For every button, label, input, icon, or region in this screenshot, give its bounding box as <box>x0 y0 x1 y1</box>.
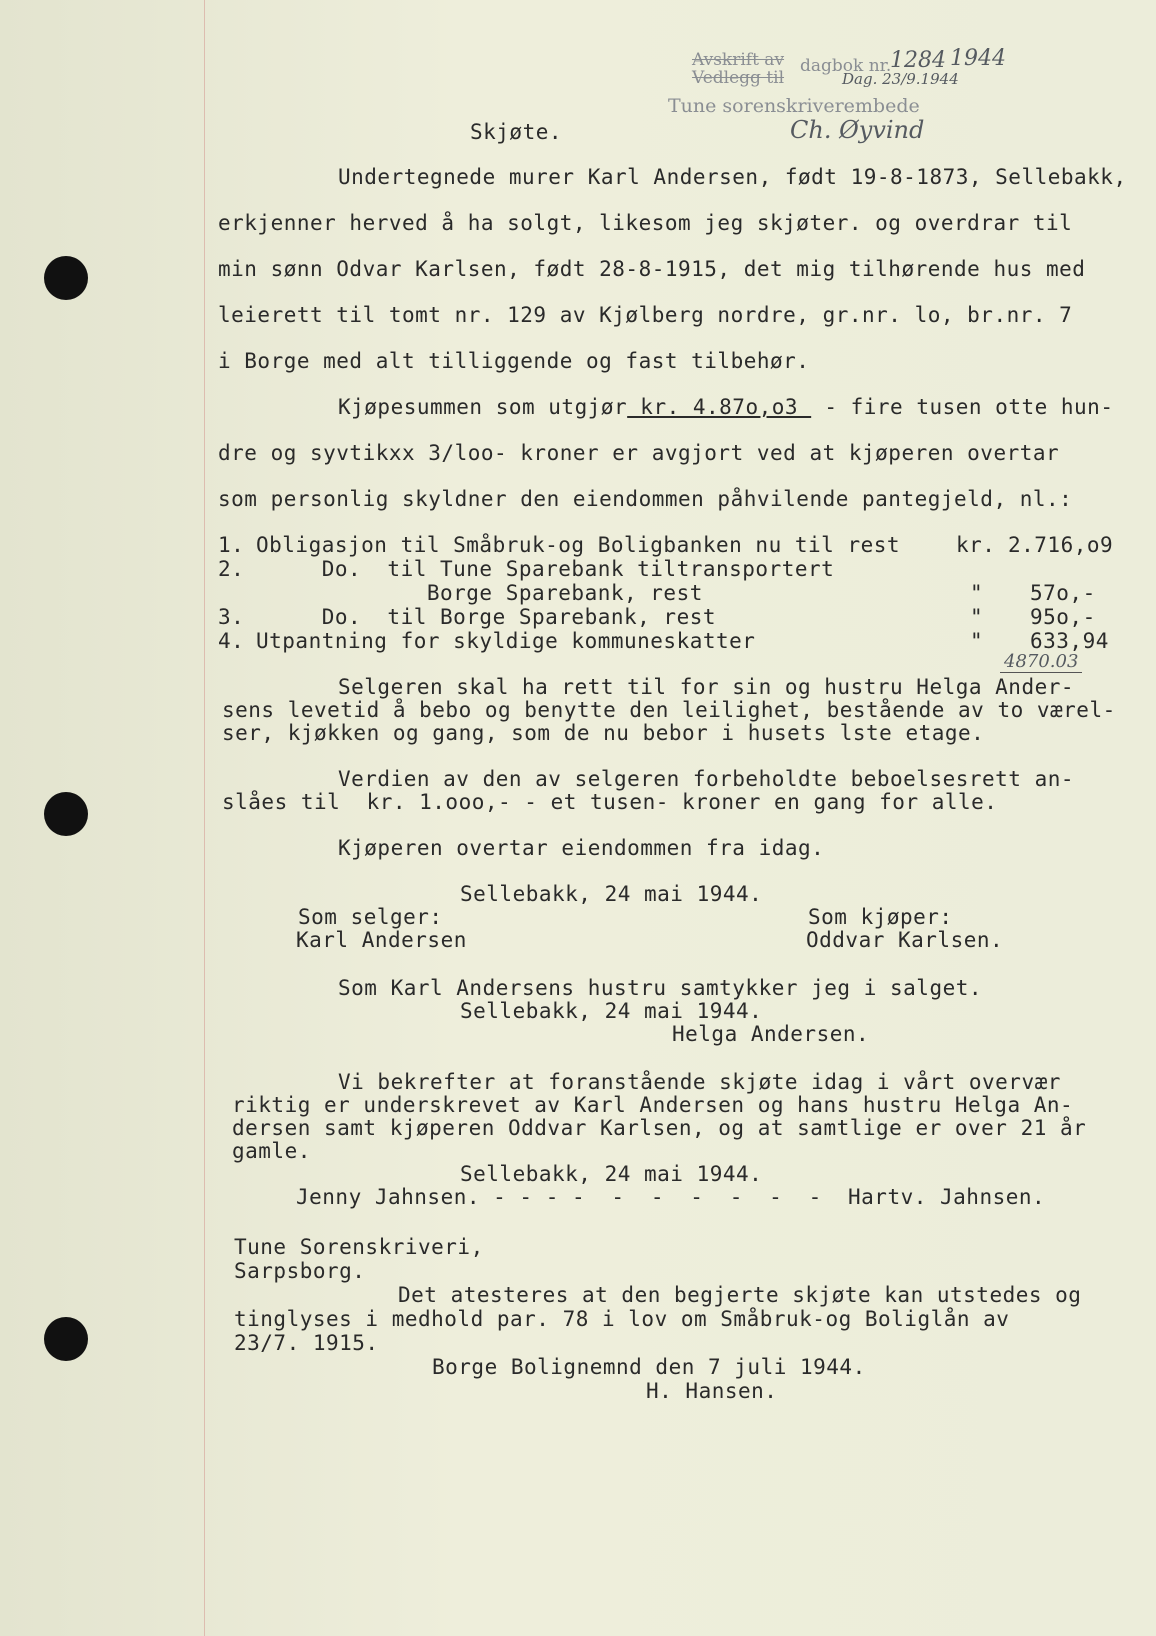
debt-row-amount: 95o,- <box>1030 605 1096 629</box>
margin-line <box>204 0 205 1636</box>
debt-row-number: 2. <box>218 557 245 581</box>
attest-line3: 23/7. 1915. <box>234 1331 379 1355</box>
witness-line4: gamle. <box>232 1139 311 1163</box>
binder-hole-middle <box>44 792 88 836</box>
para2-line2: dre og syvtikxx 3/loo- kroner er avgjort ved at kjøperen overtar <box>218 441 1060 465</box>
buyer-label: Som kjøper: <box>808 905 953 929</box>
consent-name: Helga Andersen. <box>672 1022 870 1046</box>
stamp-dagbok-label: dagbok nr. <box>800 56 892 76</box>
seller-label: Som selger: <box>298 905 443 929</box>
consent-date-place: Sellebakk, 24 mai 1944. <box>460 999 763 1023</box>
stamp-vedlegg: Vedlegg til <box>692 68 785 88</box>
para3-line1: Selgeren skal ha rett til for sin og hustru Helga Ander- <box>338 675 1075 699</box>
debt-row-number: 3. <box>218 605 245 629</box>
debt-row-amount: 2.716,o9 <box>1008 533 1114 557</box>
debt-row-text: Utpantning for skyldige kommuneskatter <box>256 629 756 653</box>
attest-line2: tinglyses i medhold par. 78 i lov om Småbruk-og Boliglån av <box>234 1307 1010 1331</box>
para1-line1: Undertegnede murer Karl Andersen, født 19-8-1873, Sellebakk, <box>338 165 1127 189</box>
binder-hole-bottom <box>44 1317 88 1361</box>
attest-sign-line: Borge Bolignemnd den 7 juli 1944. <box>432 1355 866 1379</box>
document-title: Skjøte. <box>470 120 563 144</box>
stamp-avskrift: Avskrift av <box>692 50 785 70</box>
debt-row-prefix: " <box>970 629 984 653</box>
attest-address-line2: Sarpsborg. <box>234 1259 366 1283</box>
seller-name: Karl Andersen <box>296 928 467 952</box>
debt-row-text: Do. til Tune Sparebank tiltransportert <box>256 557 835 581</box>
debt-row-amount: 633,94 <box>1030 629 1109 653</box>
para2-line1-text: Kjøpesummen som utgjør <box>338 395 628 419</box>
debt-row-amount: 57o,- <box>1030 581 1096 605</box>
attest-address-line1: Tune Sorenskriveri, <box>234 1235 484 1259</box>
debt-row-number: 1. <box>218 533 245 557</box>
binder-hole-top <box>44 256 88 300</box>
date-place-2: Sellebakk, 24 mai 1944. <box>460 1162 763 1186</box>
date-place-1: Sellebakk, 24 mai 1944. <box>460 882 763 906</box>
para4-line1: Verdien av den av selgeren forbeholdte beboelsesrett an- <box>338 767 1075 791</box>
para2-line3: som personlig skyldner den eiendommen påhvilende pantegjeld, nl.: <box>218 487 1073 511</box>
debt-row-prefix: " <box>970 605 984 629</box>
debt-row-text: Borge Sparebank, rest <box>256 581 703 605</box>
para1-line4: leierett til tomt nr. 129 av Kjølberg nordre, gr.nr. lo, br.nr. 7 <box>218 303 1073 327</box>
para1-line2: erkjenner herved å ha solgt, likesom jeg skjøter. og overdrar til <box>218 211 1073 235</box>
stamp-year: 1944 <box>950 46 1006 71</box>
buyer-name: Oddvar Karlsen. <box>806 928 1004 952</box>
debt-row-prefix: " <box>970 581 984 605</box>
debt-total-handwritten: 4870.03 <box>1000 651 1082 673</box>
para3-line2: sens levetid å bebo og benytte den leilighet, bestående av to værel- <box>222 698 1116 722</box>
para3-line3: ser, kjøkken og gang, som de nu bebor i husets lste etage. <box>222 721 985 745</box>
debt-row-text: Obligasjon til Småbruk-og Boligbanken nu til rest <box>256 533 901 557</box>
stamp-office: Tune sorenskriverembede <box>668 95 920 117</box>
debt-row-text: Do. til Borge Sparebank, rest <box>256 605 717 629</box>
para1-line5: i Borge med alt tilliggende og fast tilbehør. <box>218 349 810 373</box>
stamp-dagbok-number: 1284 <box>890 48 946 73</box>
stamp-initials-signature: Ch. Øyvind <box>790 116 925 144</box>
stamp-dagbok-date: Dag. 23/9.1944 <box>842 70 959 88</box>
para2-line1 <box>338 395 1113 419</box>
para5-line: Kjøperen overtar eiendommen fra idag. <box>338 836 825 860</box>
witness-signatures: Jenny Jahnsen. - - - - - - - - - - Hartv. Jahnsen. <box>296 1185 1046 1209</box>
para1-line3: min sønn Odvar Karlsen, født 28-8-1915, det mig tilhørende hus med <box>218 257 1086 281</box>
witness-line3: dersen samt kjøperen Oddvar Karlsen, og at samtlige er over 21 år <box>232 1116 1087 1140</box>
consent-line: Som Karl Andersens hustru samtykker jeg i salget. <box>338 976 983 1000</box>
purchase-amount: kr. 4.87o,o3 <box>627 395 812 419</box>
para4-line2: slåes til kr. 1.ooo,- - et tusen- kroner en gang for alle. <box>222 790 998 814</box>
para2-line1-words: - fire tusen otte hun- <box>811 395 1114 419</box>
debt-row-number: 4. <box>218 629 245 653</box>
attest-signer: H. Hansen. <box>646 1379 778 1403</box>
witness-line2: riktig er underskrevet av Karl Andersen og hans hustru Helga An- <box>232 1093 1074 1117</box>
witness-line1: Vi bekrefter at foranstående skjøte idag i vårt overvær <box>338 1070 1061 1094</box>
attest-line1: Det atesteres at den begjerte skjøte kan utstedes og <box>398 1283 1082 1307</box>
debt-row-prefix: kr. <box>956 533 996 557</box>
